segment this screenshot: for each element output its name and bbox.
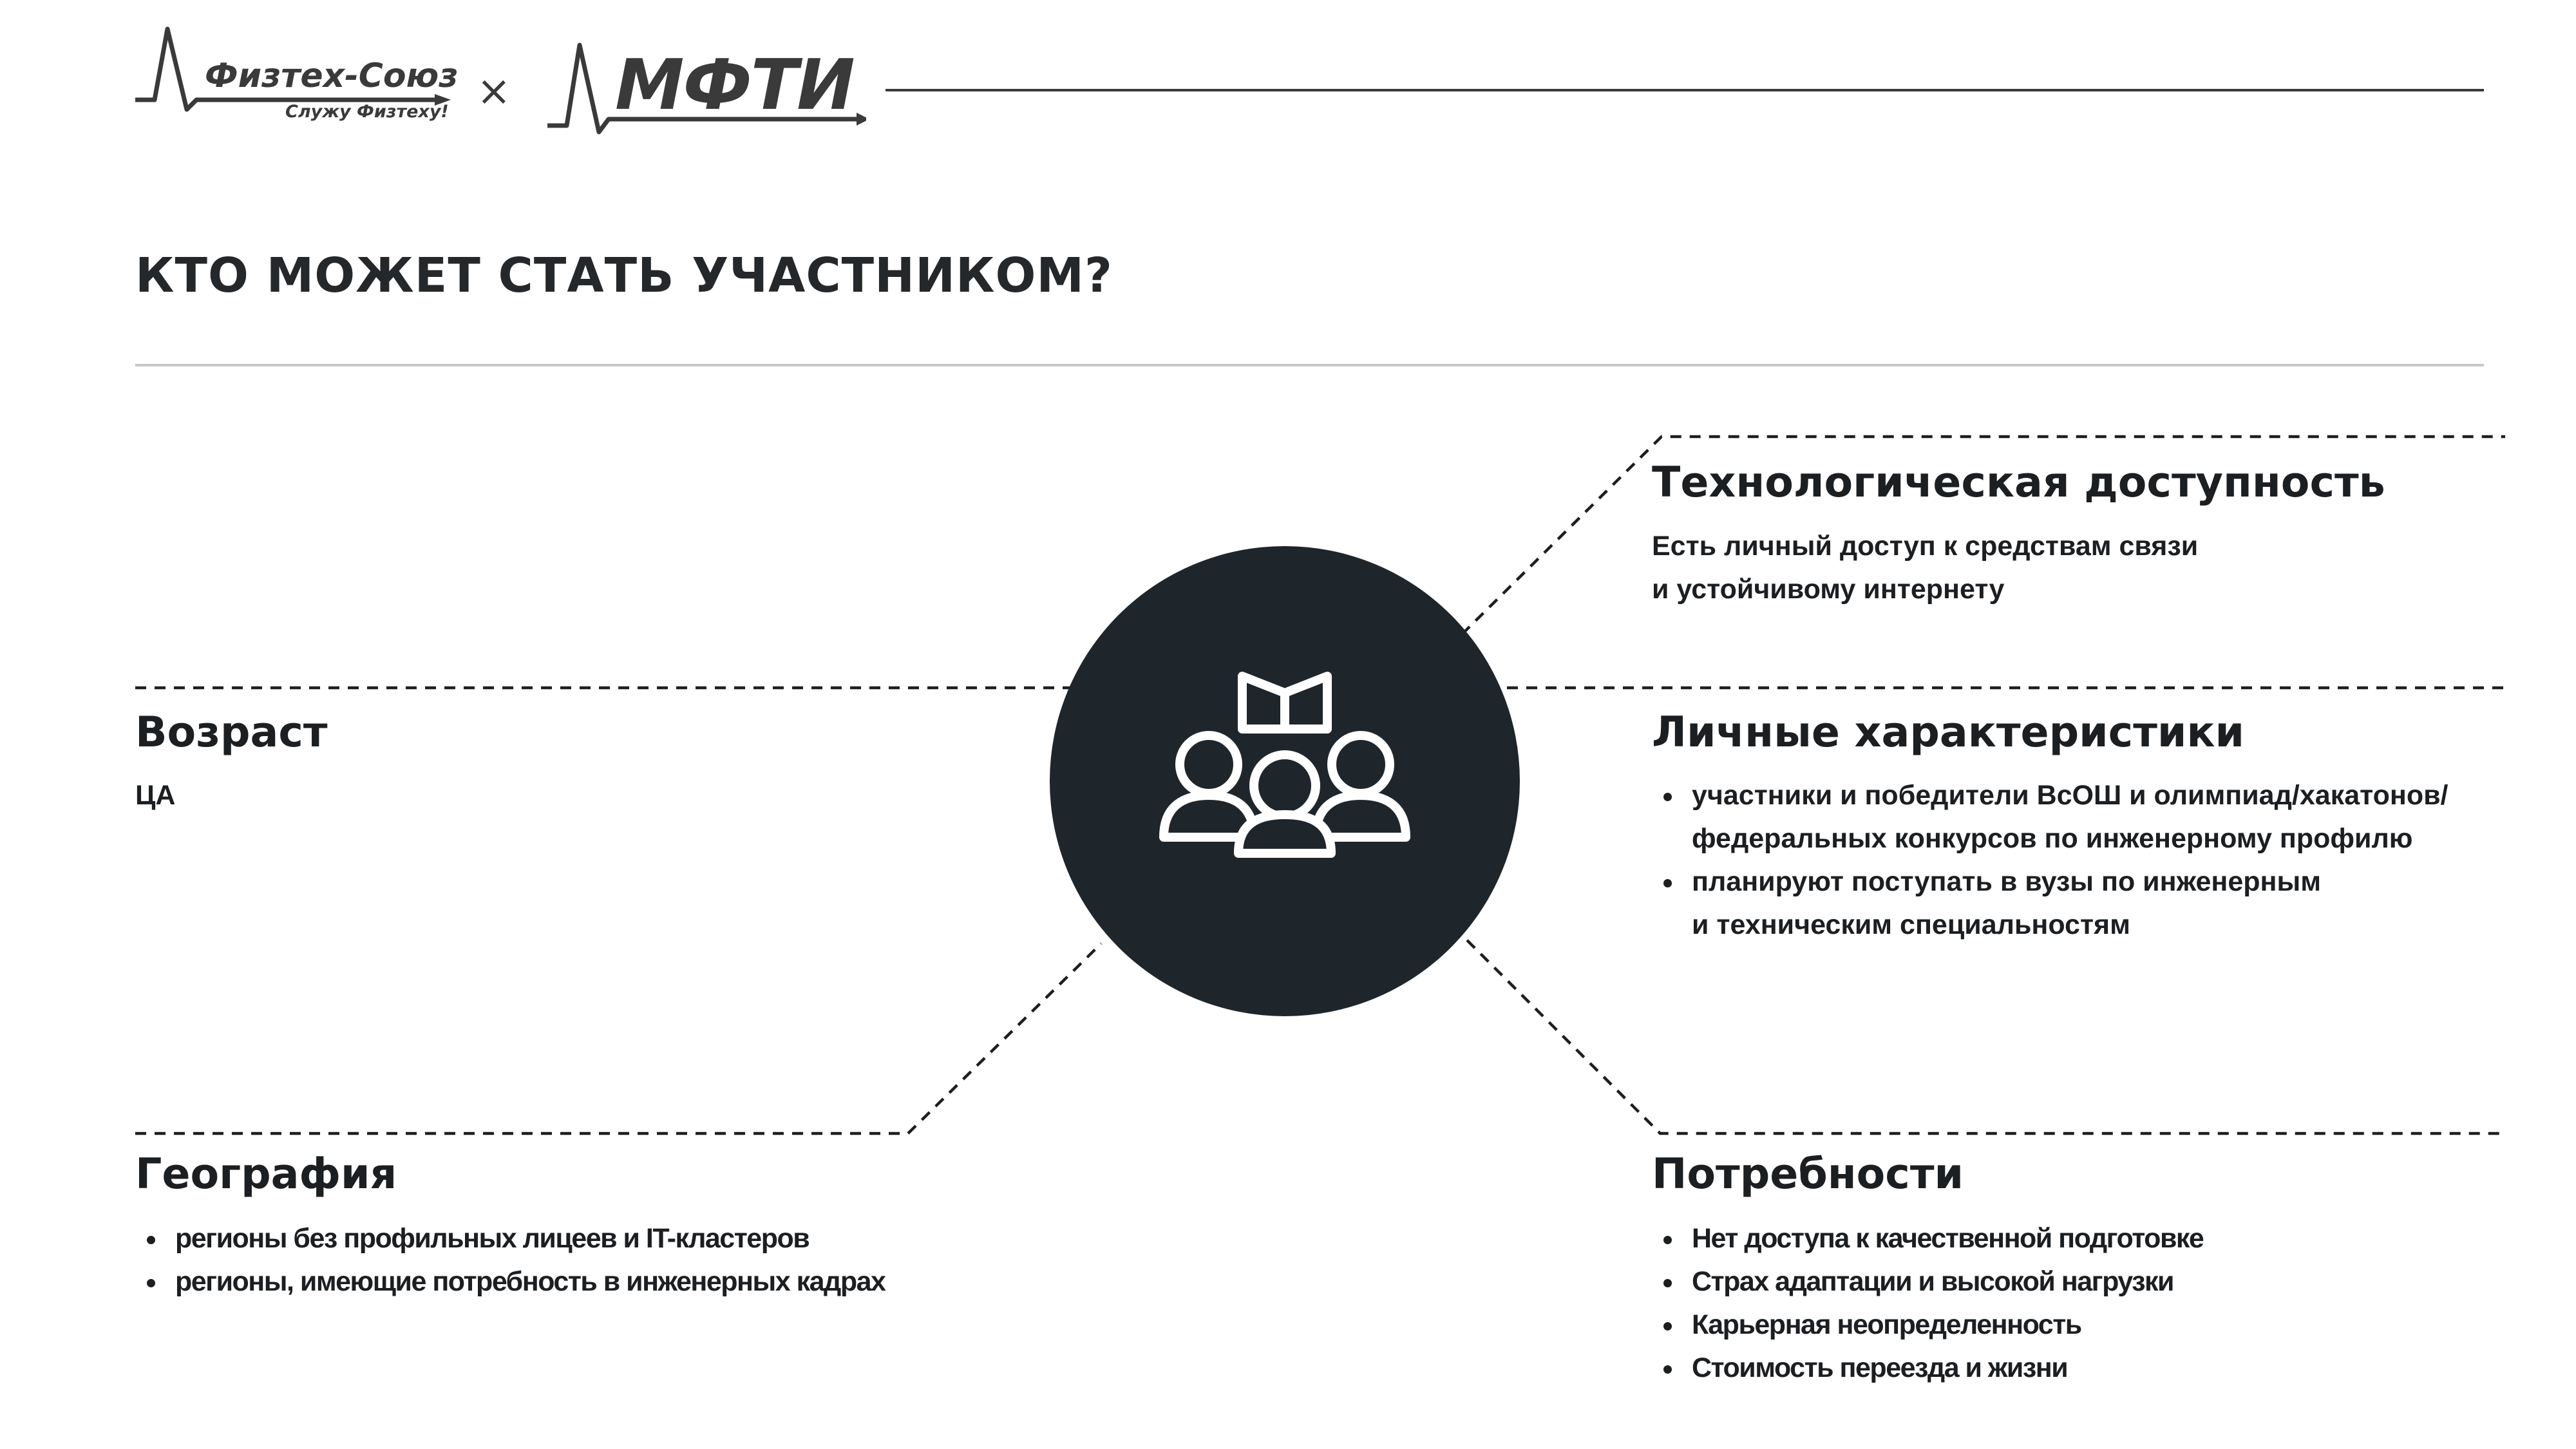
list-item: участники и победители ВсОШ и олимпиад/хакатонов/ (1652, 774, 2448, 817)
fiztech-soyuz-logo-tagline: Служу Физтеху! (285, 102, 449, 122)
page-title: КТО МОЖЕТ СТАТЬ УЧАСТНИКОМ? (135, 248, 1113, 303)
list-item: Стоимость переезда и жизни (1652, 1347, 2203, 1390)
list-item-continuation: федеральных конкурсов по инженерному профилю (1692, 823, 2413, 854)
list-item: Страх адаптации и высокой нагрузки (1652, 1260, 2203, 1303)
connector-bottom-right (1467, 940, 2505, 1133)
age-heading: Возраст (135, 708, 328, 757)
fiztech-soyuz-logo-name: Физтех-Союз (205, 57, 459, 95)
geography-heading: География (135, 1150, 397, 1198)
list-item: Нет доступа к качественной подготовке (1652, 1217, 2203, 1260)
personal-list (1652, 774, 2448, 947)
personal-heading: Личные характеристики (1652, 708, 2245, 757)
tech-heading: Технологическая доступность (1652, 459, 2385, 507)
students-with-book-icon (1156, 663, 1414, 863)
connector-bottom-left (135, 943, 1101, 1133)
list-item-continuation: и техническим специальностям (1692, 909, 2130, 940)
mipt-logo-name: МФТИ (615, 45, 854, 126)
needs-list (1652, 1217, 2203, 1390)
list-item: планируют поступать в вузы по инженерным (1652, 860, 2448, 904)
needs-heading: Потребности (1652, 1150, 1964, 1198)
geography-list (135, 1217, 885, 1303)
tech-text-line: Есть личный доступ к средствам связи (1652, 531, 2199, 562)
list-item: Карьерная неопределенность (1652, 1303, 2203, 1347)
logo-separator: × (477, 68, 511, 115)
list-item: регионы, имеющие потребность в инженерных кадрах (135, 1260, 885, 1303)
list-item: регионы без профильных лицеев и IT-кластеров (135, 1217, 885, 1260)
age-text: ЦА (135, 780, 176, 811)
tech-text (1652, 525, 2198, 611)
tech-text-line: и устойчивому интернету (1652, 574, 2005, 605)
